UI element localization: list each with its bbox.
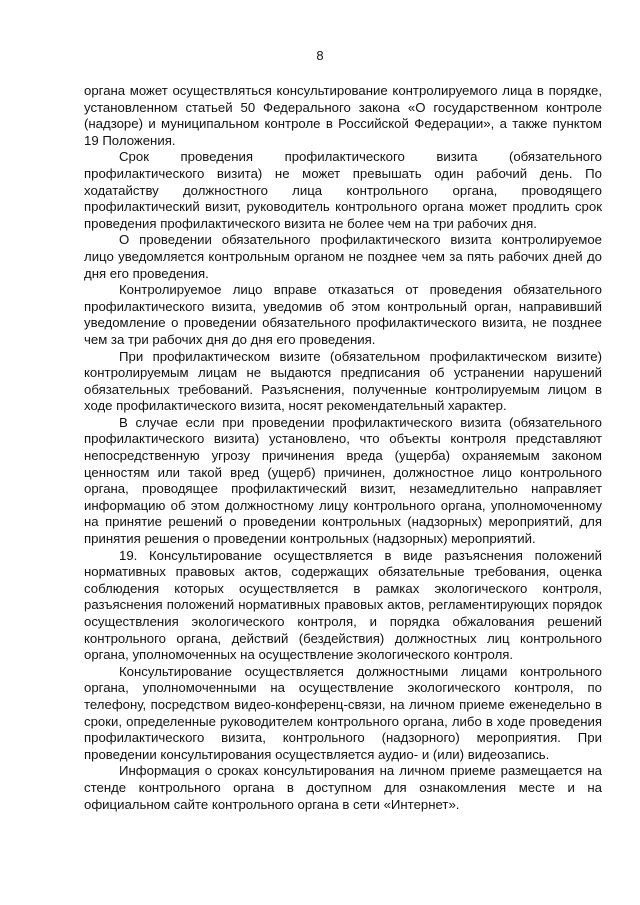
paragraph-9: Информация о сроках консультирования на личном приеме размещается на стенде контрольного органа в доступном для ознакомления месте и на официальном сайте контрольного органа в сети «Интернет». <box>84 763 602 812</box>
paragraph-4: Контролируемое лицо вправе отказаться от проведения обязательного профилактического визита, уведомив об этом контрольный орган, направивший уведомление о проведении обязательного профилактического визита, не позднее чем за три рабочих дня до дня его проведения. <box>84 282 602 347</box>
paragraph-5: При профилактическом визите (обязательном профилактическом визите) контролируемым лицам не выдаются предписания об устранении нарушений обязательных требований. Разъяснения, полученные контролируемым лицом в ходе профилактического визита, носят рекомендательный характер. <box>84 348 602 414</box>
paragraph-3: О проведении обязательного профилактического визита контролируемое лицо уведомляется контрольным органом не позднее чем за пять рабочих дней до дня его проведения. <box>84 232 602 281</box>
document-body <box>84 83 602 813</box>
page-number: 8 <box>316 48 324 63</box>
paragraph-7: 19. Консультирование осуществляется в виде разъяснения положений нормативных правовых актов, содержащих обязательные требования, оценка соблюдения которых осуществляется в рамках экологического контроля, разъяснения положений нормативных правовых актов, регламентирующих порядок осуществления экологического контроля, и порядка обжалования решений контрольного органа, действий (бездействия) должностных лиц контрольного органа, уполномоченных на осуществление экологического контроля. <box>84 547 602 663</box>
paragraph-6: В случае если при проведении профилактического визита (обязательного профилактического визита) установлено, что объекты контроля представляют непосредственную угрозу причинения вреда (ущерба) охраняемым законом ценностям или такой вред (ущерб) причинен, должностное лицо контрольного органа, проводящее профилактический визит, незамедлительно направляет информацию об этом должностному лицу контрольного органа, уполномоченному на принятие решений о проведении контрольных (надзорных) мероприятий, для принятия решения о проведении контрольных (надзорных) мероприятий. <box>84 414 602 547</box>
paragraph-1: органа может осуществляться консультирование контролируемого лица в порядке, установленном статьей 50 Федерального закона «О государственном контроле (надзоре) и муниципальном контроле в Российской Федерации», а также пунктом 19 Положения. <box>84 83 602 148</box>
paragraph-2: Срок проведения профилактического визита (обязательного профилактического визита) не может превышать один рабочий день. По ходатайству должностного лица контрольного органа, проводящего профилактический визит, руководитель контрольного органа может продлить срок проведения профилактического визита не более чем на три рабочих дня. <box>84 149 602 231</box>
paragraph-8: Консультирование осуществляется должностными лицами контрольного органа, уполномоченными на осуществление экологического контроля, по телефону, посредством видео-конференц-связи, на личном приеме еженедельно в сроки, определенные руководителем контрольного органа, либо в ходе проведения профилактического визита, контрольного (надзорного) мероприятия. При проведении консультирования осуществляется аудио- и (или) видеозапись. <box>84 663 602 762</box>
